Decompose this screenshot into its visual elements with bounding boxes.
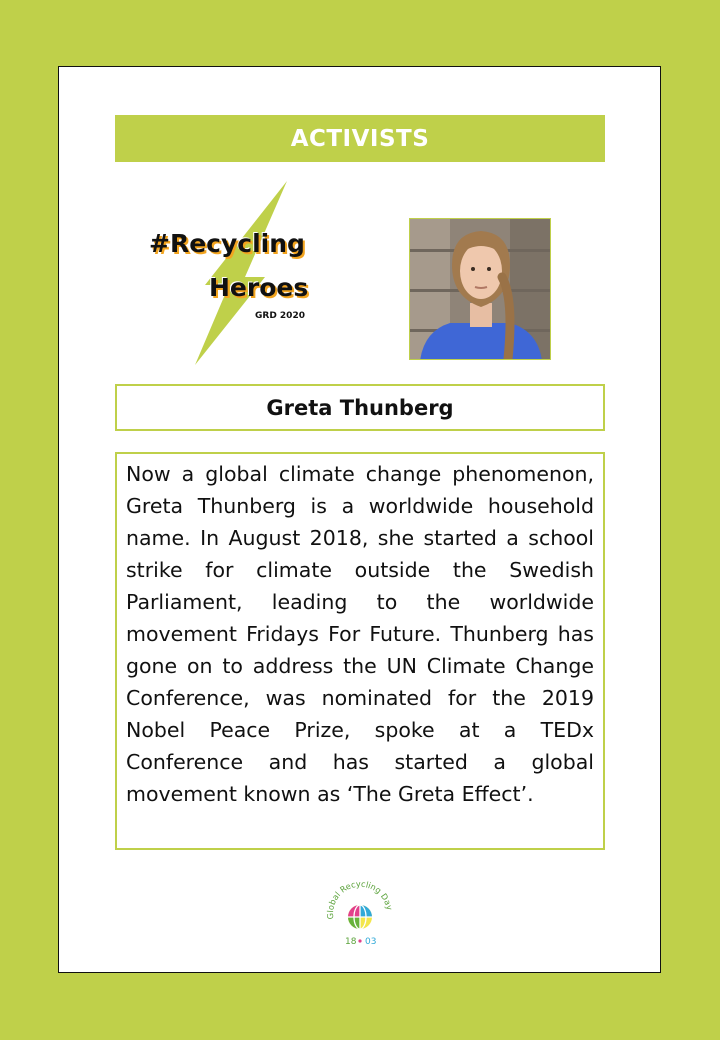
name-box <box>115 384 605 431</box>
logo-subtitle: GRD 2020 <box>255 311 305 321</box>
logo-line-heroes: Heroes <box>209 273 309 302</box>
recycling-heroes-logo <box>147 181 317 365</box>
bio-box <box>115 452 605 850</box>
category-title: ACTIVISTS <box>290 125 430 152</box>
person-name: Greta Thunberg <box>266 395 454 420</box>
logo-date-month: 03 <box>365 937 377 947</box>
logo-arc-text: Global Recycling Day <box>325 881 395 920</box>
category-header <box>115 115 605 162</box>
logo-date-day: 18 <box>345 937 357 947</box>
portrait-illustration <box>410 219 551 360</box>
bio-text: Now a global climate change phenomenon, Greta Thunberg is a worldwide household name. In August 2018, she started a school strike for climate outside the Swedish Parliament, leading to the worldwide movement Fridays For Future. Thunberg has gone on to address the UN Climate Change Conference, was nominated for the 2019 Nobel Peace Prize, spoke at a TEDx Conference and has started a global movement known as ‘The Greta Effect’. <box>126 462 594 806</box>
hero-card <box>58 66 661 973</box>
logo-line-recycling: #Recycling <box>149 229 305 258</box>
global-recycling-day-logo <box>325 881 395 951</box>
recycling-globe-icon <box>325 881 395 951</box>
portrait-photo <box>409 218 551 360</box>
